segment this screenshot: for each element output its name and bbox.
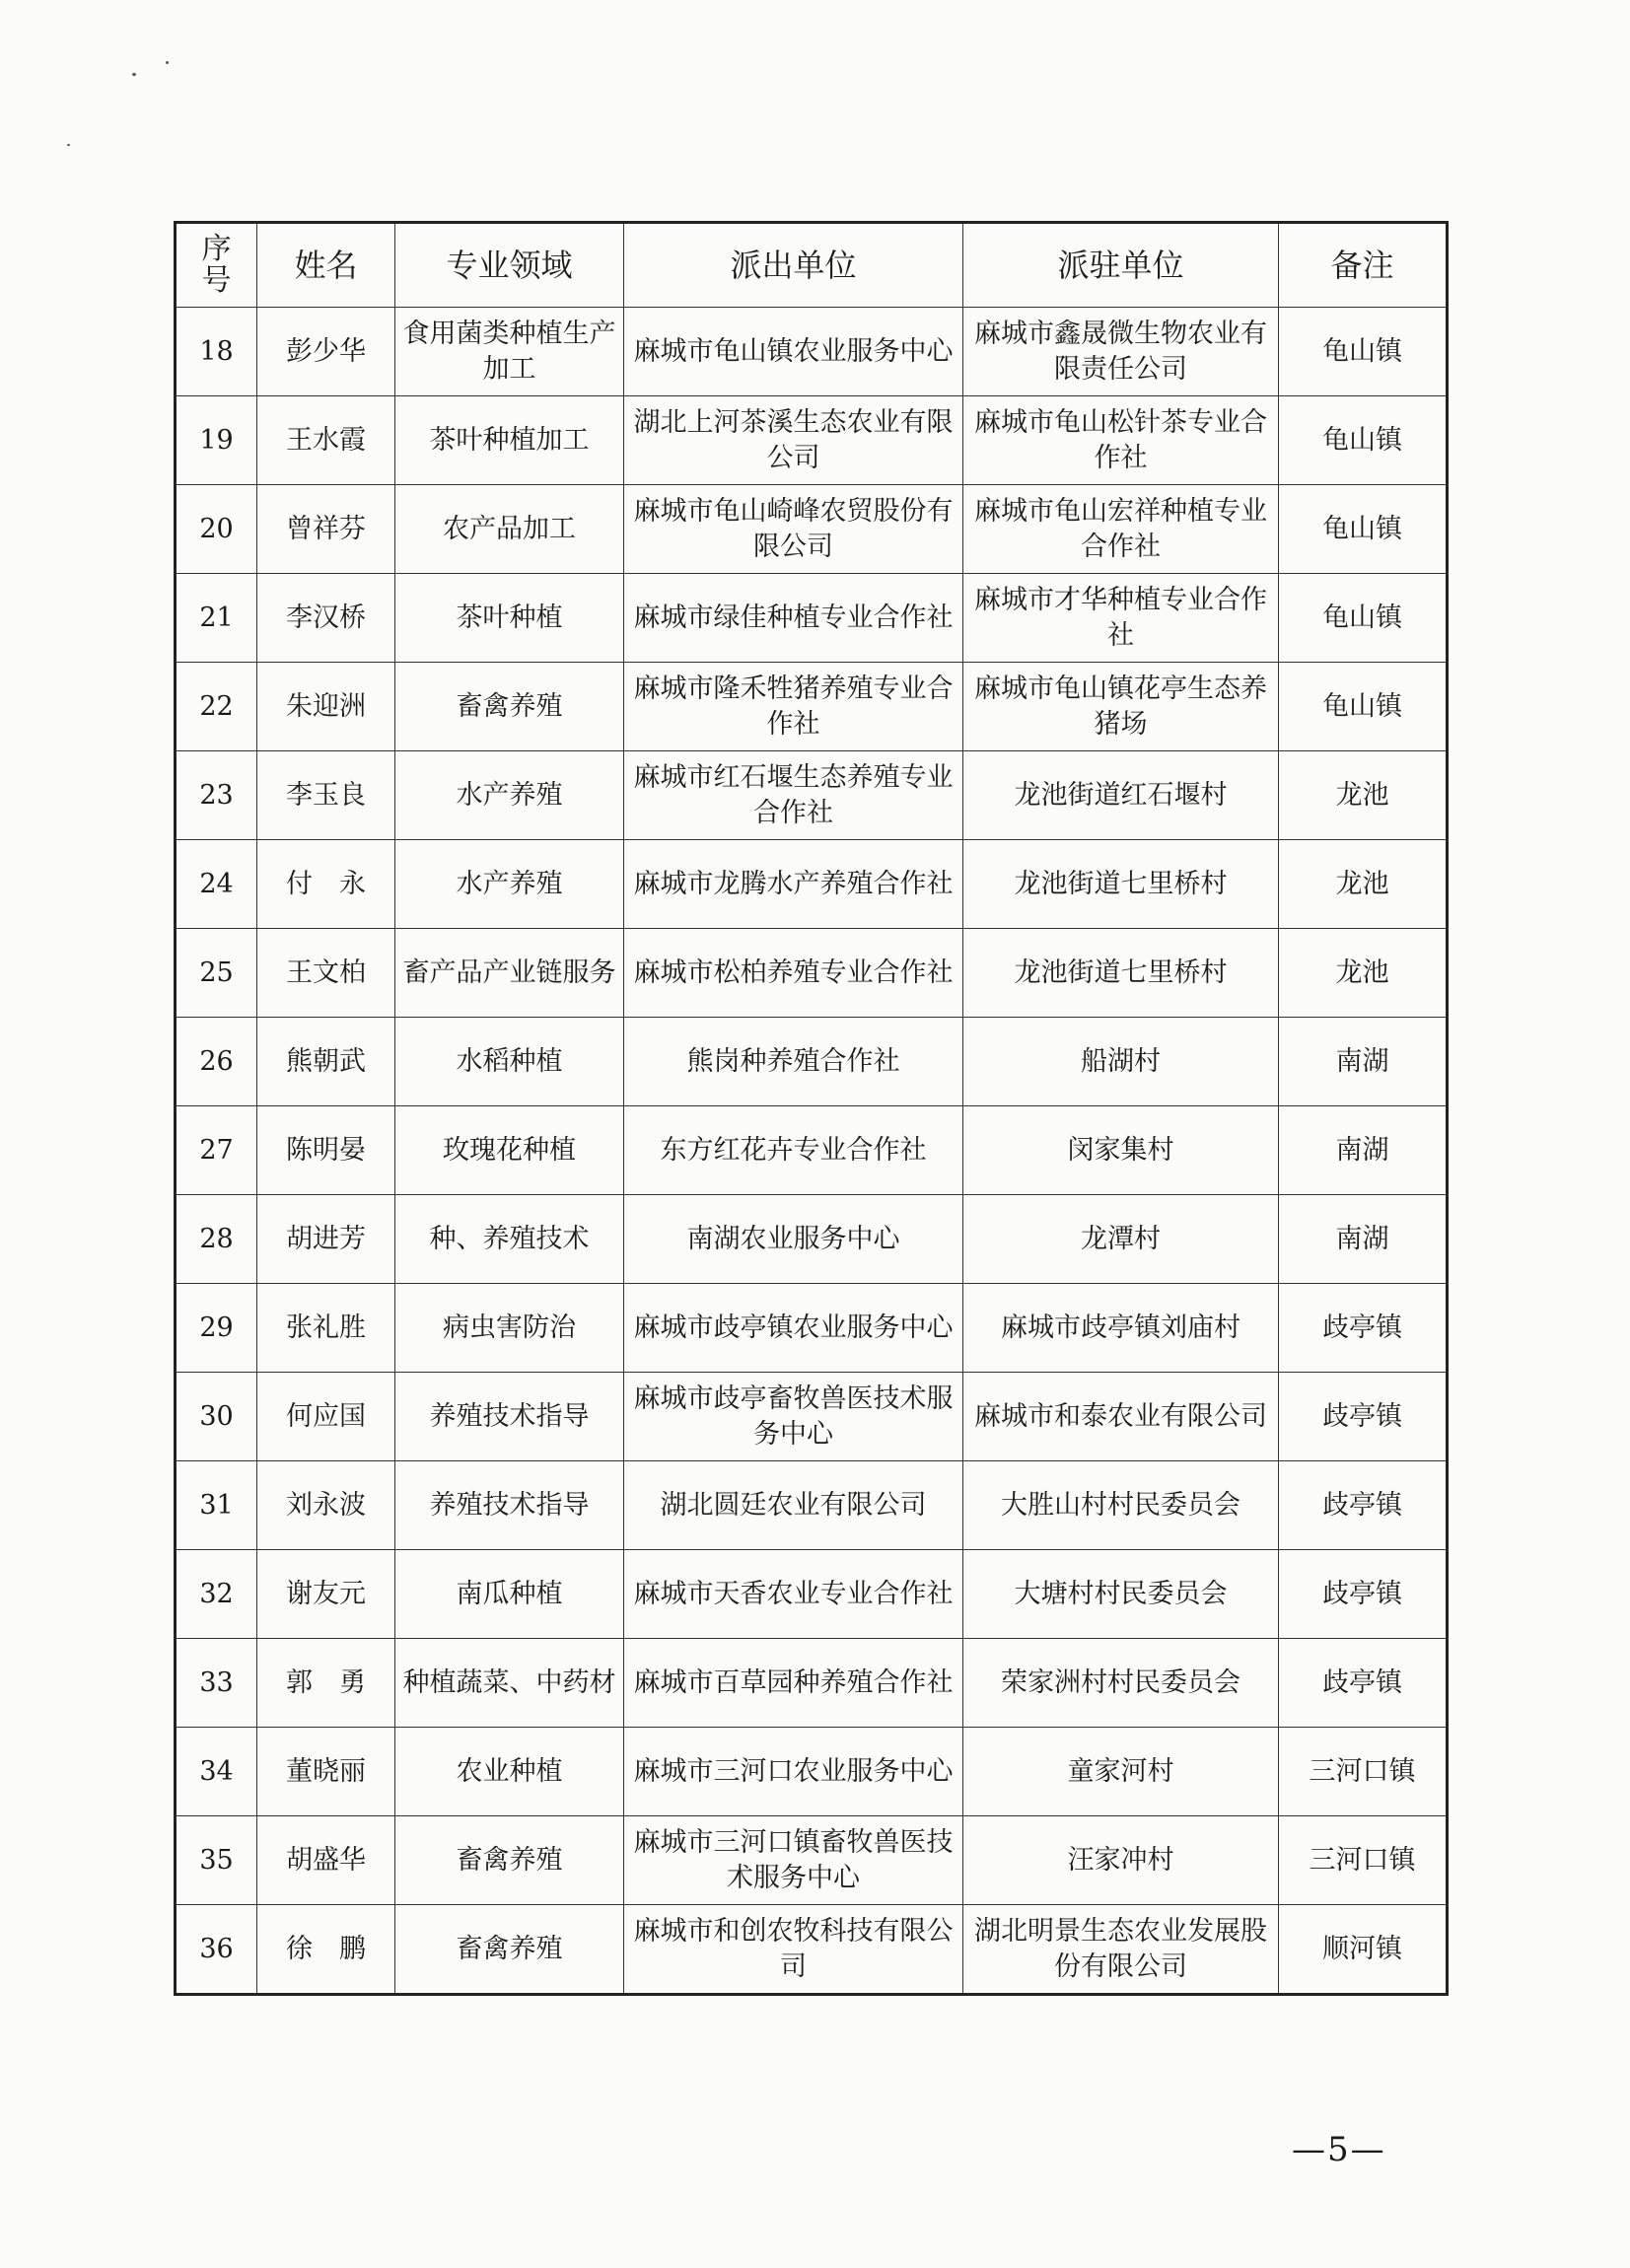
cell-field: 种、养殖技术 [395, 1195, 624, 1284]
cell-name: 熊朝武 [257, 1018, 395, 1106]
scan-speck [166, 61, 169, 64]
cell-dispatch-unit: 麻城市三河口镇畜牧兽医技术服务中心 [624, 1816, 963, 1905]
cell-field: 病虫害防治 [395, 1284, 624, 1373]
cell-remark: 龟山镇 [1279, 308, 1448, 396]
cell-name: 张礼胜 [257, 1284, 395, 1373]
cell-station-unit: 龙池街道红石堰村 [963, 751, 1279, 840]
cell-name: 陈明晏 [257, 1106, 395, 1195]
cell-remark: 南湖 [1279, 1195, 1448, 1284]
cell-dispatch-unit: 熊岗种养殖合作社 [624, 1018, 963, 1106]
cell-seq: 35 [176, 1816, 257, 1905]
cell-field: 养殖技术指导 [395, 1461, 624, 1550]
cell-seq: 23 [176, 751, 257, 840]
cell-station-unit: 汪家冲村 [963, 1816, 1279, 1905]
header-seq [176, 223, 257, 308]
cell-name: 朱迎洲 [257, 663, 395, 751]
cell-remark: 三河口镇 [1279, 1816, 1448, 1905]
cell-seq: 34 [176, 1728, 257, 1816]
cell-dispatch-unit: 南湖农业服务中心 [624, 1195, 963, 1284]
cell-seq: 24 [176, 840, 257, 929]
personnel-table [174, 221, 1449, 1996]
table-row [176, 751, 1448, 840]
cell-name: 刘永波 [257, 1461, 395, 1550]
cell-station-unit: 麻城市龟山松针茶专业合作社 [963, 396, 1279, 485]
cell-name: 李玉良 [257, 751, 395, 840]
table-row [176, 574, 1448, 663]
cell-name: 彭少华 [257, 308, 395, 396]
table-row [176, 1905, 1448, 1995]
cell-seq: 31 [176, 1461, 257, 1550]
cell-dispatch-unit: 麻城市三河口农业服务中心 [624, 1728, 963, 1816]
cell-dispatch-unit: 麻城市松柏养殖专业合作社 [624, 929, 963, 1018]
cell-remark: 龙池 [1279, 751, 1448, 840]
table-row [176, 1461, 1448, 1550]
cell-field: 农业种植 [395, 1728, 624, 1816]
cell-field: 畜产品产业链服务 [395, 929, 624, 1018]
table-row [176, 1639, 1448, 1728]
table-row [176, 663, 1448, 751]
cell-name: 谢友元 [257, 1550, 395, 1639]
table-row [176, 1195, 1448, 1284]
cell-field: 水产养殖 [395, 751, 624, 840]
cell-field: 茶叶种植 [395, 574, 624, 663]
cell-name: 李汉桥 [257, 574, 395, 663]
cell-name: 胡盛华 [257, 1816, 395, 1905]
cell-field: 养殖技术指导 [395, 1373, 624, 1461]
cell-dispatch-unit: 麻城市歧亭畜牧兽医技术服务中心 [624, 1373, 963, 1461]
cell-seq: 25 [176, 929, 257, 1018]
table-row [176, 929, 1448, 1018]
cell-remark: 歧亭镇 [1279, 1461, 1448, 1550]
table-row [176, 1106, 1448, 1195]
cell-name: 胡进芳 [257, 1195, 395, 1284]
cell-field: 农产品加工 [395, 485, 624, 574]
header-seq-line1: 序 [201, 232, 232, 266]
header-remark: 备注 [1279, 223, 1448, 308]
cell-station-unit: 麻城市和泰农业有限公司 [963, 1373, 1279, 1461]
cell-seq: 22 [176, 663, 257, 751]
cell-dispatch-unit: 东方红花卉专业合作社 [624, 1106, 963, 1195]
table-row [176, 1728, 1448, 1816]
cell-seq: 28 [176, 1195, 257, 1284]
cell-station-unit: 麻城市鑫晟微生物农业有限责任公司 [963, 308, 1279, 396]
cell-remark: 南湖 [1279, 1018, 1448, 1106]
cell-station-unit: 麻城市龟山宏祥种植专业合作社 [963, 485, 1279, 574]
cell-dispatch-unit: 麻城市绿佳种植专业合作社 [624, 574, 963, 663]
cell-name: 何应国 [257, 1373, 395, 1461]
cell-name: 董晓丽 [257, 1728, 395, 1816]
cell-remark: 顺河镇 [1279, 1905, 1448, 1995]
header-seq-line2: 号 [201, 263, 232, 298]
cell-remark: 歧亭镇 [1279, 1550, 1448, 1639]
cell-field: 水产养殖 [395, 840, 624, 929]
cell-seq: 26 [176, 1018, 257, 1106]
cell-seq: 33 [176, 1639, 257, 1728]
header-field: 专业领域 [395, 223, 624, 308]
cell-dispatch-unit: 麻城市红石堰生态养殖专业合作社 [624, 751, 963, 840]
cell-remark: 三河口镇 [1279, 1728, 1448, 1816]
table-row [176, 1816, 1448, 1905]
cell-remark: 歧亭镇 [1279, 1639, 1448, 1728]
table-row [176, 308, 1448, 396]
cell-seq: 30 [176, 1373, 257, 1461]
header-name: 姓名 [257, 223, 395, 308]
cell-field: 茶叶种植加工 [395, 396, 624, 485]
cell-remark: 龟山镇 [1279, 663, 1448, 751]
table-row [176, 1373, 1448, 1461]
cell-remark: 龙池 [1279, 929, 1448, 1018]
cell-name: 付 永 [257, 840, 395, 929]
cell-station-unit: 湖北明景生态农业发展股份有限公司 [963, 1905, 1279, 1995]
table-row [176, 840, 1448, 929]
cell-dispatch-unit: 麻城市百草园种养殖合作社 [624, 1639, 963, 1728]
cell-seq: 27 [176, 1106, 257, 1195]
cell-station-unit: 龙潭村 [963, 1195, 1279, 1284]
header-dispatch-unit: 派出单位 [624, 223, 963, 308]
cell-station-unit: 麻城市才华种植专业合作社 [963, 574, 1279, 663]
cell-seq: 19 [176, 396, 257, 485]
cell-station-unit: 龙池街道七里桥村 [963, 929, 1279, 1018]
cell-station-unit: 船湖村 [963, 1018, 1279, 1106]
cell-name: 王水霞 [257, 396, 395, 485]
table-body [176, 308, 1448, 1995]
table-row [176, 1284, 1448, 1373]
cell-dispatch-unit: 麻城市天香农业专业合作社 [624, 1550, 963, 1639]
cell-field: 畜禽养殖 [395, 663, 624, 751]
cell-station-unit: 闵家集村 [963, 1106, 1279, 1195]
cell-dispatch-unit: 湖北上河茶溪生态农业有限公司 [624, 396, 963, 485]
scan-speck [67, 144, 70, 146]
cell-dispatch-unit: 麻城市和创农牧科技有限公司 [624, 1905, 963, 1995]
cell-seq: 20 [176, 485, 257, 574]
table-row [176, 485, 1448, 574]
scan-speck [132, 73, 136, 76]
cell-remark: 龟山镇 [1279, 574, 1448, 663]
cell-seq: 32 [176, 1550, 257, 1639]
cell-field: 种植蔬菜、中药材 [395, 1639, 624, 1728]
cell-name: 郭 勇 [257, 1639, 395, 1728]
cell-name: 曾祥芬 [257, 485, 395, 574]
cell-field: 南瓜种植 [395, 1550, 624, 1639]
table-row [176, 1550, 1448, 1639]
cell-station-unit: 麻城市龟山镇花亭生态养猪场 [963, 663, 1279, 751]
cell-dispatch-unit: 湖北圆廷农业有限公司 [624, 1461, 963, 1550]
table-row [176, 396, 1448, 485]
cell-remark: 龟山镇 [1279, 396, 1448, 485]
cell-dispatch-unit: 麻城市歧亭镇农业服务中心 [624, 1284, 963, 1373]
cell-remark: 歧亭镇 [1279, 1284, 1448, 1373]
cell-dispatch-unit: 麻城市龟山崎峰农贸股份有限公司 [624, 485, 963, 574]
cell-seq: 21 [176, 574, 257, 663]
cell-seq: 18 [176, 308, 257, 396]
table-header-row [176, 223, 1448, 308]
cell-seq: 36 [176, 1905, 257, 1995]
cell-remark: 龙池 [1279, 840, 1448, 929]
cell-dispatch-unit: 麻城市隆禾牲猪养殖专业合作社 [624, 663, 963, 751]
cell-station-unit: 龙池街道七里桥村 [963, 840, 1279, 929]
cell-dispatch-unit: 麻城市龟山镇农业服务中心 [624, 308, 963, 396]
cell-dispatch-unit: 麻城市龙腾水产养殖合作社 [624, 840, 963, 929]
cell-name: 徐 鹏 [257, 1905, 395, 1995]
cell-station-unit: 荣家洲村村民委员会 [963, 1639, 1279, 1728]
table-row [176, 1018, 1448, 1106]
cell-field: 畜禽养殖 [395, 1816, 624, 1905]
cell-station-unit: 童家河村 [963, 1728, 1279, 1816]
cell-station-unit: 麻城市歧亭镇刘庙村 [963, 1284, 1279, 1373]
header-station-unit: 派驻单位 [963, 223, 1279, 308]
cell-remark: 龟山镇 [1279, 485, 1448, 574]
cell-field: 食用菌类种植生产加工 [395, 308, 624, 396]
cell-name: 王文柏 [257, 929, 395, 1018]
page-number: —5— [1292, 2130, 1386, 2169]
cell-field: 玫瑰花种植 [395, 1106, 624, 1195]
cell-remark: 歧亭镇 [1279, 1373, 1448, 1461]
cell-remark: 南湖 [1279, 1106, 1448, 1195]
cell-station-unit: 大胜山村村民委员会 [963, 1461, 1279, 1550]
cell-seq: 29 [176, 1284, 257, 1373]
cell-field: 畜禽养殖 [395, 1905, 624, 1995]
cell-station-unit: 大塘村村民委员会 [963, 1550, 1279, 1639]
cell-field: 水稻种植 [395, 1018, 624, 1106]
